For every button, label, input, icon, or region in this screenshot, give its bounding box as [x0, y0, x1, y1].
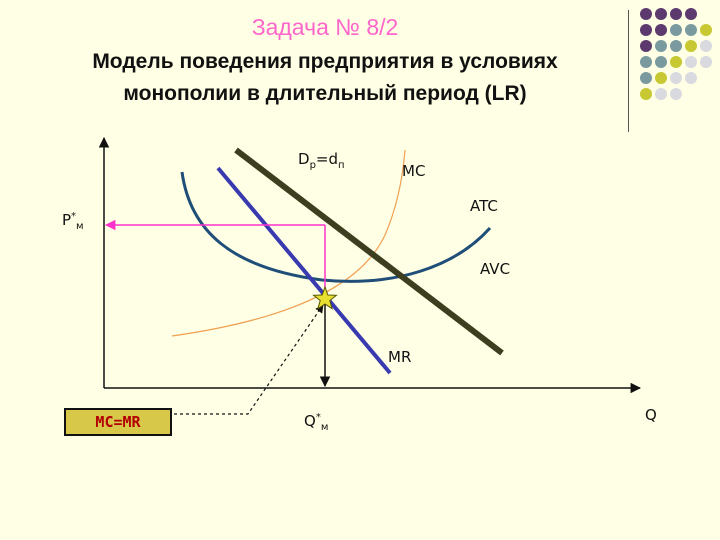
slide-title: Задача № 8/2: [251, 14, 399, 40]
slide-subtitle-line2: монополии в длительный период (LR): [123, 82, 527, 105]
quantity-label: $Q^*_м$: [304, 412, 329, 433]
condition-box: MC=MR: [64, 408, 172, 436]
mr-label: MR: [388, 348, 412, 366]
price-label: $P^*_м$: [62, 211, 84, 232]
slide-subtitle-line1: Модель поведения предприятия в условиях: [92, 50, 558, 73]
avc-label: AVC: [480, 260, 511, 278]
mc-label: MC: [402, 162, 426, 180]
demand-label: $D_р=d_п$: [298, 150, 345, 171]
atc-label: ATC: [470, 197, 498, 215]
q-axis-label: Q: [645, 406, 657, 424]
mc-curve: [172, 150, 405, 336]
